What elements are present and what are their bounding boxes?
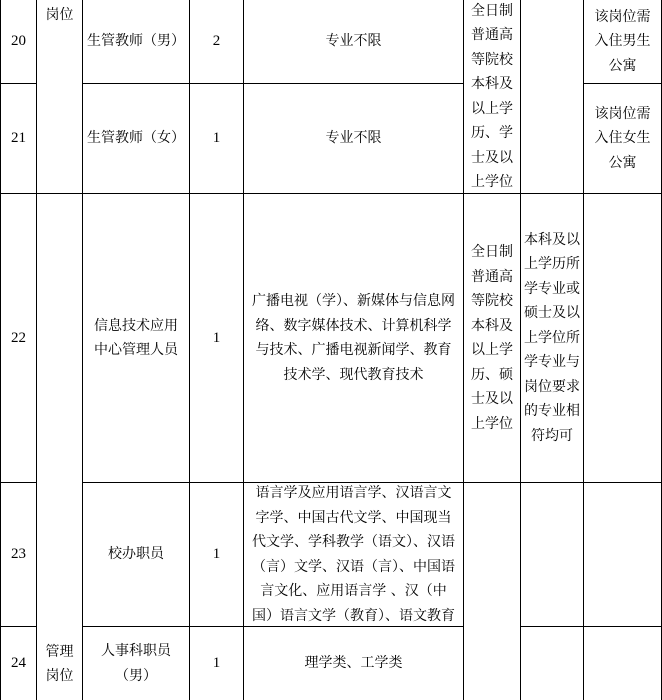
row-line [520, 626, 662, 627]
category-bottom: 管理岗位 [45, 643, 74, 684]
position-title: 校办职员 [108, 546, 164, 563]
headcount: 1 [212, 655, 221, 672]
position-title: 生管教师（男） [87, 33, 185, 50]
note: 该岗位需入住女生公寓 [594, 105, 651, 171]
major-requirement: 专业不限 [325, 33, 382, 50]
position-title: 生管教师（女） [87, 130, 185, 147]
position-title: 信息技术应用中心管理人员 [94, 317, 178, 358]
headcount: 2 [212, 33, 221, 50]
row-number: 24 [11, 655, 26, 672]
major-requirement: 广播电视（学）、新媒体与信息网络、数字媒体技术、计算机科学与技术、广播电视新闻学、教育技术学、现代教育技术 [252, 293, 455, 383]
degree-requirement: 本科及以上学历所学专业或硕士及以上学位所学专业与岗位要求的专业相符均可 [524, 231, 580, 444]
major-requirement: 语言学及应用语言学、汉语言文字学、中国古代文学、中国现当代文学、学科教学（语文）、汉语（言）文学、汉语（言）、中国语言文化、应用语言学 、汉（中国）语言文学（教育）、语文教育 [252, 485, 455, 624]
headcount: 1 [212, 329, 221, 346]
row-number: 23 [11, 546, 26, 563]
headcount: 1 [212, 546, 221, 563]
education-requirement: 全日制普通高等院校本科及以上学历、硕士及以上学位 [471, 244, 513, 432]
major-requirement: 专业不限 [325, 130, 382, 147]
major-requirement: 理学类、工学类 [304, 655, 403, 672]
col-line [36, 0, 37, 700]
row-number: 21 [11, 130, 26, 147]
headcount: 1 [212, 130, 221, 147]
position-title: 人事科职员（男） [101, 643, 171, 684]
category-top: 岗位 [45, 6, 74, 23]
note: 该岗位需入住男生公寓 [594, 8, 651, 74]
education-requirement: 全日制普通高等院校本科及以上学历、学士及以上学位 [471, 2, 513, 190]
row-number: 20 [11, 33, 26, 50]
row-number: 22 [11, 329, 26, 346]
